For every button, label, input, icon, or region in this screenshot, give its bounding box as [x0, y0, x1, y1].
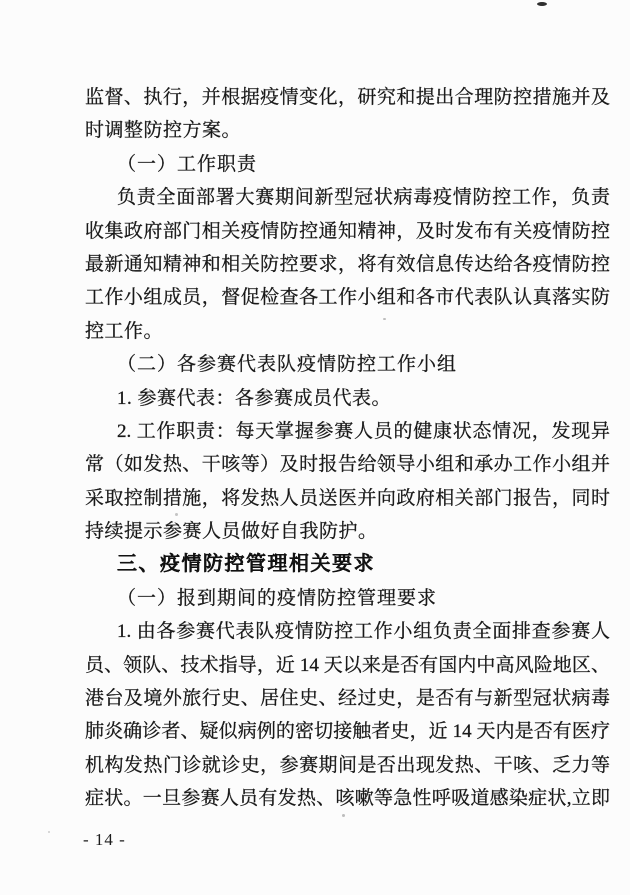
text-line: （一）工作职责: [117, 153, 258, 175]
text-line: 时调整防控方案。: [85, 120, 242, 142]
text-line: （二）各参赛代表队疫情防控工作小组: [117, 354, 458, 376]
text-line: 港台及境外旅行史、居住史、经过史，是否有与新型冠状病毒: [85, 688, 610, 710]
text-line: 症状。一旦参赛人员有发热、咳嗽等急性呼吸道感染症状,立即: [85, 788, 610, 810]
document-body: [85, 81, 610, 816]
text-line: 持续提示参赛人员做好自我防护。: [85, 521, 378, 543]
scan-speck: [537, 2, 547, 6]
text-line: 控工作。: [85, 320, 164, 342]
scan-speck: [342, 814, 345, 817]
text-line: 肺炎确诊者、疑似病例的密切接触者史，近 14 天内是否有医疗: [85, 721, 610, 743]
text-line: 工作小组成员，督促检查各工作小组和各市代表队认真落实防: [85, 287, 610, 309]
page-number: - 14 -: [83, 830, 126, 849]
text-line: 最新通知精神和相关防控要求，将有效信息传达给各疫情防控: [85, 253, 610, 275]
text-line: 采取控制措施，将发热人员送医并向政府相关部门报告，同时: [85, 487, 610, 509]
text-line: 员、领队、技术指导，近 14 天以来是否有国内中高风险地区、: [85, 654, 610, 676]
scan-speck: [48, 831, 50, 833]
scan-speck: [383, 318, 386, 320]
text-line: （一）报到期间的疫情防控管理要求: [117, 587, 438, 609]
text-line: 1. 由各参赛代表队疫情防控工作小组负责全面排查参赛人: [117, 621, 610, 643]
text-line: 2. 工作职责：每天掌握参赛人员的健康状态情况，发现异: [117, 420, 610, 442]
text-line: 三、疫情防控管理相关要求: [117, 553, 375, 576]
text-line: 监督、执行，并根据疫情变化，研究和提出合理防控措施并及: [85, 87, 610, 108]
text-line: 常（如发热、干咳等）及时报告给领导小组和承办工作小组并: [85, 454, 610, 476]
text-line: 负责全面部署大赛期间新型冠状病毒疫情防控工作，负责: [117, 187, 610, 209]
text-line: 收集政府部门相关疫情防控通知精神，及时发布有关疫情防控: [85, 220, 610, 242]
scan-speck: [175, 513, 178, 516]
text-line: 机构发热门诊就诊史，参赛期间是否出现发热、干咳、乏力等: [85, 754, 610, 776]
text-line: 1. 参赛代表：各参赛成员代表。: [117, 387, 392, 409]
